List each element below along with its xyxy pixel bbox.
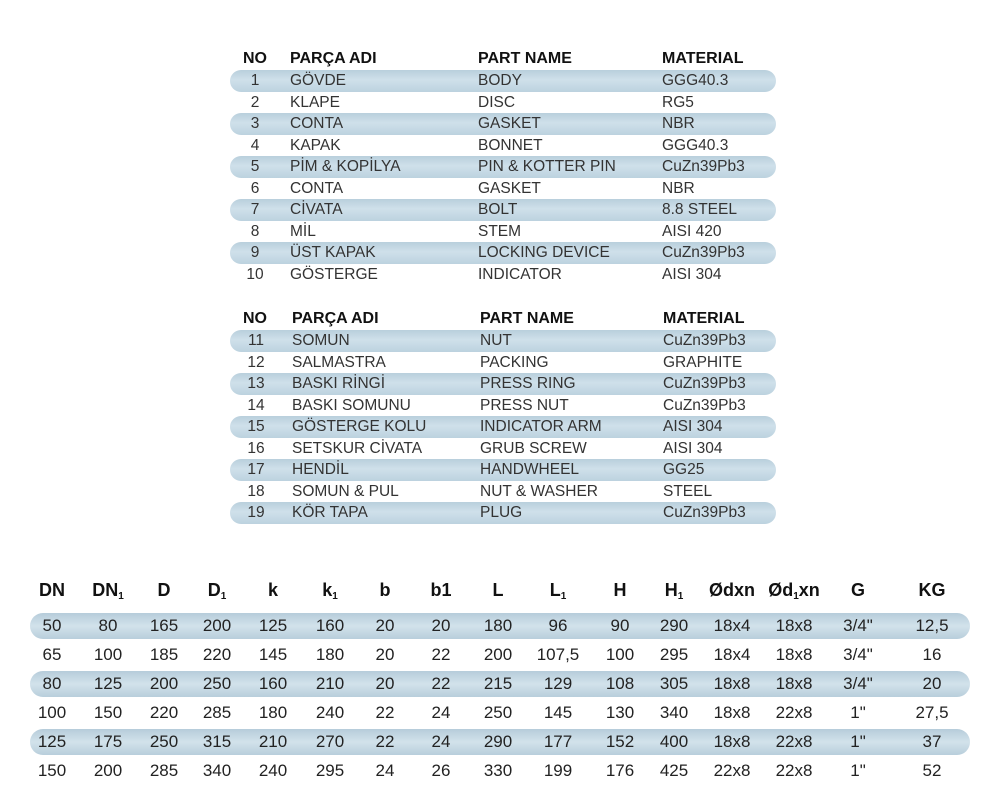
dim-row bbox=[30, 729, 970, 755]
dim-cell: 37 bbox=[922, 732, 942, 751]
dim-header bbox=[763, 570, 825, 617]
dim-cell: 1" bbox=[850, 761, 866, 780]
part-name-tr: GÖSTERGE bbox=[290, 265, 378, 283]
dim-cell: 210 bbox=[315, 674, 345, 693]
dim-cell: 100 bbox=[37, 703, 67, 722]
dim-cell: 200 bbox=[93, 761, 123, 780]
dim-cell: 200 bbox=[149, 674, 179, 693]
dim-cell: 18x4 bbox=[713, 645, 751, 664]
part-name-en: PLUG bbox=[480, 504, 523, 521]
parts-row bbox=[230, 373, 776, 395]
dim-header bbox=[354, 570, 416, 610]
part-material: GRAPHITE bbox=[663, 353, 743, 371]
part-number: 2 bbox=[250, 93, 260, 111]
header-tr: PARÇA ADI bbox=[290, 50, 377, 67]
parts-row bbox=[230, 242, 776, 264]
part-name-en: HANDWHEEL bbox=[480, 461, 580, 478]
parts-row bbox=[230, 330, 776, 352]
dim-cell: 22 bbox=[431, 674, 451, 693]
dim-cell: 285 bbox=[149, 761, 179, 780]
part-number: 12 bbox=[247, 353, 265, 371]
dim-header bbox=[21, 570, 83, 610]
dim-header-main: D bbox=[207, 580, 221, 600]
part-number: 19 bbox=[247, 504, 265, 521]
dim-cell: 220 bbox=[202, 645, 232, 664]
part-name-en: GRUB SCREW bbox=[480, 439, 587, 457]
parts-row bbox=[230, 221, 776, 243]
part-name-tr: KLAPE bbox=[290, 93, 340, 111]
header-en: PART NAME bbox=[480, 310, 574, 327]
part-name-en: STEM bbox=[478, 222, 522, 240]
part-material: RG5 bbox=[662, 93, 694, 111]
dim-cell: 80 bbox=[42, 674, 62, 693]
part-name-en: NUT bbox=[480, 332, 512, 349]
dim-cell: 152 bbox=[605, 732, 635, 751]
dim-cell: 20 bbox=[375, 674, 395, 693]
dim-cell: 1" bbox=[850, 732, 866, 751]
part-name-en: PRESS NUT bbox=[480, 396, 569, 414]
dim-cell: 3/4" bbox=[843, 674, 873, 693]
dim-cell: 160 bbox=[315, 616, 345, 635]
part-material: CuZn39Pb3 bbox=[663, 375, 746, 392]
part-name-tr: CONTA bbox=[290, 115, 344, 132]
part-number: 16 bbox=[247, 439, 265, 457]
parts-table-header bbox=[230, 48, 776, 70]
part-name-tr: ÜST KAPAK bbox=[290, 244, 376, 261]
dim-cell: 305 bbox=[659, 674, 689, 693]
parts-row bbox=[230, 92, 776, 114]
dim-cell: 24 bbox=[431, 703, 451, 722]
part-name-tr: SOMUN & PUL bbox=[292, 482, 399, 500]
dim-header-main: G bbox=[850, 580, 865, 600]
parts-row bbox=[230, 352, 776, 374]
part-name-en: INDICATOR ARM bbox=[480, 418, 602, 435]
dim-cell: 18x8 bbox=[775, 645, 813, 664]
dim-cell: 295 bbox=[315, 761, 345, 780]
part-name-en: INDICATOR bbox=[478, 265, 562, 283]
dim-cell: 22x8 bbox=[775, 732, 813, 751]
parts-row bbox=[230, 135, 776, 157]
dim-cell: 18x8 bbox=[713, 732, 751, 751]
dim-row bbox=[30, 700, 970, 726]
parts-table-1 bbox=[230, 48, 776, 285]
dimension-table-body bbox=[30, 613, 970, 784]
dim-cell: 176 bbox=[605, 761, 635, 780]
dim-cell: 108 bbox=[605, 674, 635, 693]
part-number: 4 bbox=[250, 136, 260, 154]
part-number: 18 bbox=[247, 482, 265, 500]
part-name-en: BONNET bbox=[478, 136, 543, 154]
dim-header-main: Ød bbox=[768, 580, 794, 600]
dim-cell: 210 bbox=[258, 732, 288, 751]
dim-cell: 80 bbox=[98, 616, 118, 635]
dim-cell: 20 bbox=[431, 616, 451, 635]
dim-cell: 145 bbox=[258, 645, 288, 664]
part-name-en: NUT & WASHER bbox=[480, 482, 598, 500]
parts-row bbox=[230, 438, 776, 460]
dim-header bbox=[701, 570, 763, 610]
dim-cell: 250 bbox=[202, 674, 232, 693]
part-number: 7 bbox=[250, 201, 260, 218]
dim-cell: 22 bbox=[431, 645, 451, 664]
dim-cell: 160 bbox=[258, 674, 288, 693]
dim-header-sub: 1 bbox=[220, 591, 227, 602]
part-name-tr: SALMASTRA bbox=[292, 353, 386, 371]
dim-header-sub: 1 bbox=[793, 591, 799, 602]
part-number: 8 bbox=[250, 222, 260, 240]
dim-header-main: k bbox=[322, 580, 333, 600]
dim-header-main: KG bbox=[918, 580, 946, 600]
parts-row bbox=[230, 178, 776, 200]
part-number: 9 bbox=[250, 244, 260, 261]
dim-row bbox=[30, 758, 970, 784]
dim-cell: 400 bbox=[659, 732, 689, 751]
part-material: CuZn39Pb3 bbox=[663, 396, 746, 414]
part-name-tr: CONTA bbox=[290, 179, 344, 197]
part-name-en: LOCKING DEVICE bbox=[478, 244, 610, 261]
part-name-tr: KAPAK bbox=[290, 136, 341, 154]
dim-header bbox=[299, 570, 361, 617]
dim-cell: 177 bbox=[543, 732, 573, 751]
part-name-tr: SOMUN bbox=[292, 332, 350, 349]
part-number: 6 bbox=[250, 179, 260, 197]
part-material: CuZn39Pb3 bbox=[662, 158, 745, 175]
dim-cell: 24 bbox=[375, 761, 395, 780]
dim-cell: 100 bbox=[605, 645, 635, 664]
dim-cell: 330 bbox=[483, 761, 513, 780]
dim-cell: 18x8 bbox=[775, 674, 813, 693]
part-name-tr: BASKI SOMUNU bbox=[292, 396, 411, 414]
dim-cell: 22 bbox=[375, 732, 395, 751]
dim-cell: 290 bbox=[659, 616, 689, 635]
dim-cell: 150 bbox=[37, 761, 67, 780]
part-name-en: PACKING bbox=[480, 353, 549, 371]
parts-table-header bbox=[230, 308, 776, 330]
dim-cell: 20 bbox=[375, 616, 395, 635]
dim-cell: 270 bbox=[315, 732, 345, 751]
dim-header-main: L bbox=[549, 580, 561, 600]
parts-row bbox=[230, 416, 776, 438]
dim-cell: 425 bbox=[659, 761, 689, 780]
part-name-en: GASKET bbox=[478, 179, 541, 197]
dim-cell: 18x8 bbox=[713, 703, 751, 722]
part-name-en: PRESS RING bbox=[480, 375, 576, 392]
dim-header-main: k bbox=[267, 580, 278, 600]
dim-row bbox=[30, 613, 970, 639]
dim-cell: 180 bbox=[483, 616, 513, 635]
dim-cell: 340 bbox=[202, 761, 232, 780]
dim-header-main: b bbox=[379, 580, 391, 600]
dim-header-sub: 1 bbox=[677, 591, 684, 602]
dim-cell: 130 bbox=[605, 703, 635, 722]
part-number: 1 bbox=[250, 72, 260, 89]
dim-header-main: H bbox=[664, 580, 678, 600]
dim-header-main: b1 bbox=[430, 580, 452, 600]
dim-cell: 20 bbox=[922, 674, 942, 693]
dim-header-main: Ødxn bbox=[708, 580, 755, 600]
dim-cell: 240 bbox=[258, 761, 288, 780]
part-number: 11 bbox=[247, 332, 265, 349]
dim-header-sub: 1 bbox=[332, 591, 338, 602]
part-name-en: PIN & KOTTER PIN bbox=[478, 158, 616, 175]
dim-cell: 100 bbox=[93, 645, 123, 664]
dim-header bbox=[186, 570, 248, 617]
dim-header bbox=[643, 570, 705, 617]
part-name-tr: KÖR TAPA bbox=[292, 504, 368, 521]
part-name-en: BOLT bbox=[478, 201, 518, 218]
dim-cell: 22 bbox=[375, 703, 395, 722]
header-en: PART NAME bbox=[478, 50, 572, 67]
dim-cell: 52 bbox=[922, 761, 942, 780]
part-number: 10 bbox=[246, 265, 264, 283]
dim-cell: 150 bbox=[93, 703, 123, 722]
dim-cell: 107,5 bbox=[536, 645, 580, 664]
dim-cell: 24 bbox=[431, 732, 451, 751]
part-material: AISI 304 bbox=[663, 439, 723, 457]
parts-row bbox=[230, 264, 776, 286]
dim-cell: 250 bbox=[149, 732, 179, 751]
part-number: 17 bbox=[247, 461, 265, 478]
dimension-table-header bbox=[30, 570, 970, 610]
part-material: GGG40.3 bbox=[662, 136, 729, 154]
dim-header bbox=[77, 570, 139, 617]
dim-header-sub: 1 bbox=[560, 591, 567, 602]
part-material: CuZn39Pb3 bbox=[662, 244, 745, 261]
dim-header bbox=[901, 570, 963, 610]
dim-row bbox=[30, 642, 970, 668]
parts-row bbox=[230, 459, 776, 481]
part-number: 14 bbox=[247, 396, 265, 414]
dim-header bbox=[467, 570, 529, 610]
part-material: GG25 bbox=[663, 461, 705, 478]
dim-cell: 200 bbox=[483, 645, 513, 664]
dim-cell: 220 bbox=[149, 703, 179, 722]
dim-cell: 16 bbox=[922, 645, 942, 664]
part-material: CuZn39Pb3 bbox=[663, 504, 746, 521]
part-material: GGG40.3 bbox=[662, 72, 729, 89]
part-material: NBR bbox=[662, 115, 695, 132]
dim-cell: 20 bbox=[375, 645, 395, 664]
dim-cell: 240 bbox=[315, 703, 345, 722]
part-material: CuZn39Pb3 bbox=[663, 332, 746, 349]
part-number: 5 bbox=[250, 158, 260, 175]
part-number: 13 bbox=[247, 375, 265, 392]
part-material: 8.8 STEEL bbox=[662, 201, 737, 218]
dim-cell: 250 bbox=[483, 703, 513, 722]
dim-cell: 18x8 bbox=[713, 674, 751, 693]
header-material: MATERIAL bbox=[663, 310, 745, 327]
dim-header bbox=[589, 570, 651, 610]
dim-cell: 18x4 bbox=[713, 616, 751, 635]
part-number: 3 bbox=[250, 115, 260, 132]
dim-cell: 165 bbox=[149, 616, 179, 635]
header-no: NO bbox=[243, 310, 267, 327]
part-name-tr: MİL bbox=[290, 222, 316, 240]
dim-cell: 3/4" bbox=[843, 616, 873, 635]
header-no: NO bbox=[243, 50, 267, 67]
dim-cell: 65 bbox=[42, 645, 62, 664]
dim-cell: 295 bbox=[659, 645, 689, 664]
dim-cell: 340 bbox=[659, 703, 689, 722]
dim-cell: 185 bbox=[149, 645, 179, 664]
dim-header bbox=[527, 570, 589, 617]
dim-cell: 22x8 bbox=[775, 761, 813, 780]
dim-cell: 50 bbox=[42, 616, 62, 635]
part-material: NBR bbox=[662, 179, 695, 197]
parts-row bbox=[230, 70, 776, 92]
dim-cell: 215 bbox=[483, 674, 513, 693]
dim-cell: 290 bbox=[483, 732, 513, 751]
dim-header-sub: 1 bbox=[118, 591, 124, 602]
part-name-tr: CİVATA bbox=[290, 201, 343, 218]
dim-cell: 3/4" bbox=[843, 645, 873, 664]
dim-header-main: L bbox=[492, 580, 504, 600]
parts-table-2 bbox=[230, 308, 776, 524]
dim-row bbox=[30, 671, 970, 697]
part-name-en: DISC bbox=[478, 93, 516, 111]
part-material: AISI 304 bbox=[662, 265, 722, 283]
dim-cell: 90 bbox=[610, 616, 630, 635]
part-name-tr: BASKI RİNGİ bbox=[292, 375, 386, 392]
dim-cell: 199 bbox=[543, 761, 573, 780]
header-tr: PARÇA ADI bbox=[292, 310, 379, 327]
part-number: 15 bbox=[247, 418, 265, 435]
dim-cell: 22x8 bbox=[713, 761, 751, 780]
parts-row bbox=[230, 156, 776, 178]
parts-row bbox=[230, 481, 776, 503]
parts-row bbox=[230, 199, 776, 221]
part-name-en: BODY bbox=[478, 72, 522, 89]
dim-cell: 285 bbox=[202, 703, 232, 722]
dim-cell: 180 bbox=[315, 645, 345, 664]
part-name-tr: HENDİL bbox=[292, 461, 349, 478]
dim-header bbox=[410, 570, 472, 610]
dim-cell: 18x8 bbox=[775, 616, 813, 635]
dim-cell: 125 bbox=[37, 732, 67, 751]
dim-cell: 145 bbox=[543, 703, 573, 722]
part-material: STEEL bbox=[663, 482, 713, 500]
dim-header-main: DN bbox=[39, 580, 65, 600]
dim-cell: 96 bbox=[548, 616, 568, 635]
dim-cell: 175 bbox=[93, 732, 123, 751]
dim-header bbox=[827, 570, 889, 610]
part-material: AISI 420 bbox=[662, 222, 722, 240]
dim-cell: 1" bbox=[850, 703, 866, 722]
part-name-tr: GÖSTERGE KOLU bbox=[292, 418, 427, 435]
parts-row bbox=[230, 395, 776, 417]
dim-cell: 200 bbox=[202, 616, 232, 635]
dimension-table bbox=[30, 570, 970, 784]
dim-cell: 315 bbox=[202, 732, 232, 751]
dim-header-tail: xn bbox=[798, 580, 820, 600]
part-name-tr: PİM & KOPİLYA bbox=[290, 158, 401, 175]
part-name-tr: SETSKUR CİVATA bbox=[292, 439, 423, 457]
dim-cell: 27,5 bbox=[915, 703, 949, 722]
dim-cell: 125 bbox=[93, 674, 123, 693]
dim-cell: 180 bbox=[258, 703, 288, 722]
dim-header bbox=[242, 570, 304, 610]
dim-cell: 129 bbox=[543, 674, 573, 693]
dim-cell: 26 bbox=[431, 761, 451, 780]
parts-row bbox=[230, 502, 776, 524]
dim-cell: 22x8 bbox=[775, 703, 813, 722]
parts-row bbox=[230, 113, 776, 135]
part-name-en: GASKET bbox=[478, 115, 541, 132]
header-material: MATERIAL bbox=[662, 50, 744, 67]
dim-cell: 125 bbox=[258, 616, 288, 635]
dim-header-main: H bbox=[613, 580, 627, 600]
part-name-tr: GÖVDE bbox=[290, 72, 346, 89]
dim-cell: 12,5 bbox=[915, 616, 949, 635]
part-material: AISI 304 bbox=[663, 418, 723, 435]
dim-header-main: DN bbox=[92, 580, 119, 600]
dim-header-main: D bbox=[157, 580, 171, 600]
